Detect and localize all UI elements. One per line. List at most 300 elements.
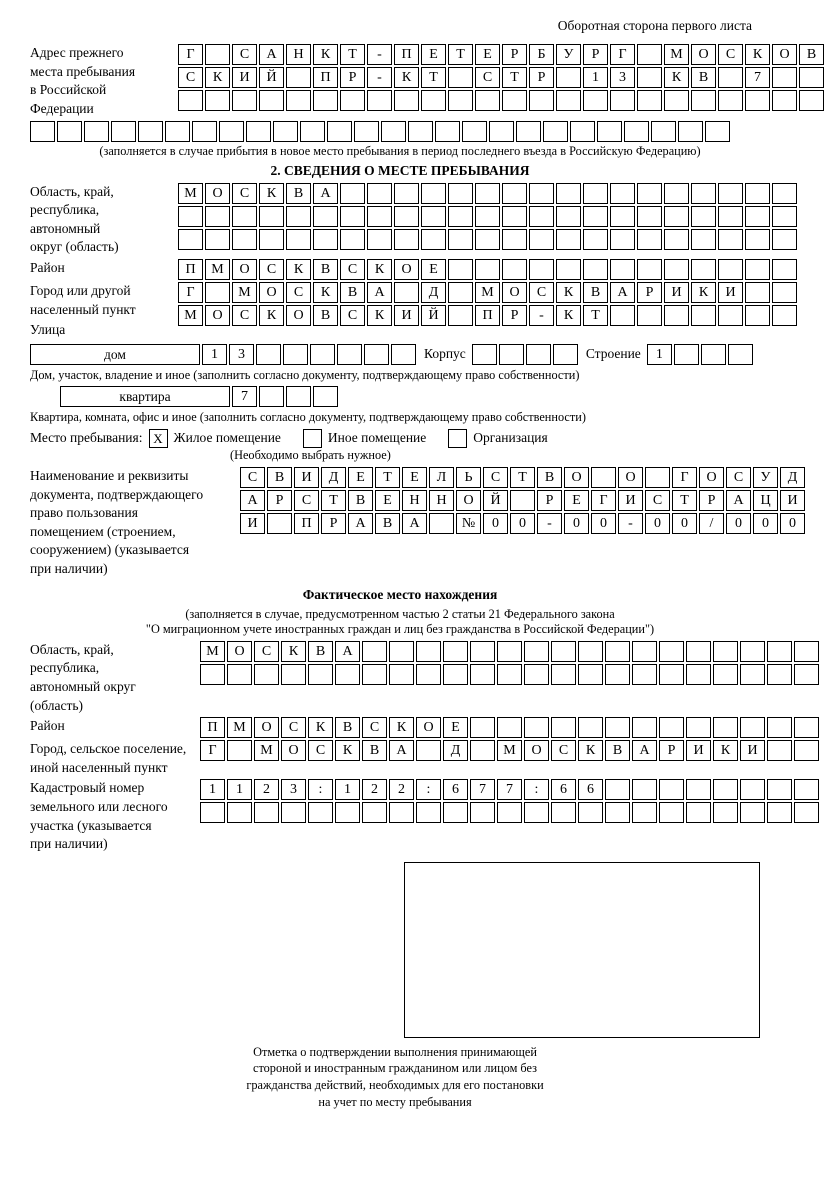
- char-box[interactable]: [772, 183, 797, 204]
- char-box[interactable]: -: [537, 513, 562, 534]
- char-box[interactable]: К: [556, 305, 581, 326]
- char-box[interactable]: 1: [227, 779, 252, 800]
- char-box[interactable]: М: [254, 740, 279, 761]
- char-box[interactable]: [578, 664, 603, 685]
- char-box[interactable]: А: [259, 44, 284, 65]
- char-box[interactable]: П: [294, 513, 319, 534]
- char-box[interactable]: [462, 121, 487, 142]
- char-box[interactable]: М: [200, 641, 225, 662]
- char-box[interactable]: [659, 717, 684, 738]
- char-box[interactable]: 6: [551, 779, 576, 800]
- char-box[interactable]: [502, 229, 527, 250]
- char-box[interactable]: [651, 121, 676, 142]
- char-box[interactable]: М: [205, 259, 230, 280]
- char-box[interactable]: О: [502, 282, 527, 303]
- char-box[interactable]: [794, 779, 819, 800]
- char-box[interactable]: В: [583, 282, 608, 303]
- char-box[interactable]: [772, 259, 797, 280]
- char-box[interactable]: [497, 717, 522, 738]
- char-box[interactable]: [772, 206, 797, 227]
- char-box[interactable]: [772, 90, 797, 111]
- char-box[interactable]: В: [362, 740, 387, 761]
- char-box[interactable]: Р: [637, 282, 662, 303]
- char-box[interactable]: М: [232, 282, 257, 303]
- char-box[interactable]: №: [456, 513, 481, 534]
- char-box[interactable]: [394, 183, 419, 204]
- char-box[interactable]: 1: [647, 344, 672, 365]
- char-box[interactable]: М: [227, 717, 252, 738]
- char-box[interactable]: [691, 183, 716, 204]
- char-box[interactable]: [448, 206, 473, 227]
- char-box[interactable]: [227, 664, 252, 685]
- char-box[interactable]: К: [335, 740, 360, 761]
- char-box[interactable]: [286, 67, 311, 88]
- char-box[interactable]: К: [745, 44, 770, 65]
- char-box[interactable]: [416, 740, 441, 761]
- char-box[interactable]: [718, 90, 743, 111]
- char-box[interactable]: [475, 259, 500, 280]
- char-box[interactable]: [300, 121, 325, 142]
- char-box[interactable]: 0: [510, 513, 535, 534]
- char-box[interactable]: С: [551, 740, 576, 761]
- char-box[interactable]: К: [367, 305, 392, 326]
- char-box[interactable]: С: [340, 259, 365, 280]
- char-box[interactable]: 0: [753, 513, 778, 534]
- char-box[interactable]: 0: [564, 513, 589, 534]
- char-box[interactable]: 3: [229, 344, 254, 365]
- char-box[interactable]: [524, 664, 549, 685]
- char-box[interactable]: [502, 183, 527, 204]
- char-box[interactable]: [246, 121, 271, 142]
- char-box[interactable]: [691, 206, 716, 227]
- char-box[interactable]: У: [556, 44, 581, 65]
- char-box[interactable]: [740, 717, 765, 738]
- char-box[interactable]: [308, 664, 333, 685]
- char-box[interactable]: [475, 90, 500, 111]
- char-box[interactable]: К: [259, 183, 284, 204]
- char-box[interactable]: [340, 183, 365, 204]
- char-box[interactable]: [232, 206, 257, 227]
- char-box[interactable]: М: [664, 44, 689, 65]
- char-box[interactable]: [610, 259, 635, 280]
- char-box[interactable]: 0: [483, 513, 508, 534]
- char-box[interactable]: А: [610, 282, 635, 303]
- char-box[interactable]: [718, 183, 743, 204]
- char-box[interactable]: Д: [443, 740, 468, 761]
- char-box[interactable]: [497, 641, 522, 662]
- char-box[interactable]: И: [780, 490, 805, 511]
- char-box[interactable]: [529, 206, 554, 227]
- char-box[interactable]: [718, 229, 743, 250]
- char-box[interactable]: [637, 206, 662, 227]
- char-box[interactable]: И: [618, 490, 643, 511]
- char-box[interactable]: [335, 664, 360, 685]
- char-box[interactable]: У: [753, 467, 778, 488]
- char-box[interactable]: [551, 717, 576, 738]
- char-box[interactable]: [664, 183, 689, 204]
- char-box[interactable]: [448, 282, 473, 303]
- char-box[interactable]: В: [691, 67, 716, 88]
- char-box[interactable]: [367, 90, 392, 111]
- char-box[interactable]: [470, 664, 495, 685]
- char-box[interactable]: -: [367, 67, 392, 88]
- char-box[interactable]: [267, 513, 292, 534]
- char-box[interactable]: Р: [699, 490, 724, 511]
- char-box[interactable]: А: [335, 641, 360, 662]
- char-box[interactable]: [659, 664, 684, 685]
- char-box[interactable]: [578, 717, 603, 738]
- char-box[interactable]: -: [618, 513, 643, 534]
- char-box[interactable]: [578, 802, 603, 823]
- char-box[interactable]: [610, 183, 635, 204]
- char-box[interactable]: С: [281, 717, 306, 738]
- char-box[interactable]: 2: [362, 779, 387, 800]
- char-box[interactable]: [583, 229, 608, 250]
- char-box[interactable]: [551, 802, 576, 823]
- char-box[interactable]: 7: [232, 386, 257, 407]
- char-box[interactable]: [718, 305, 743, 326]
- char-box[interactable]: [794, 802, 819, 823]
- char-box[interactable]: [664, 90, 689, 111]
- char-box[interactable]: [637, 44, 662, 65]
- char-box[interactable]: [745, 282, 770, 303]
- char-box[interactable]: Н: [402, 490, 427, 511]
- char-box[interactable]: [470, 641, 495, 662]
- char-box[interactable]: -: [529, 305, 554, 326]
- char-box[interactable]: [327, 121, 352, 142]
- char-box[interactable]: [740, 641, 765, 662]
- char-box[interactable]: С: [178, 67, 203, 88]
- char-box[interactable]: [728, 344, 753, 365]
- char-box[interactable]: П: [178, 259, 203, 280]
- char-box[interactable]: И: [240, 513, 265, 534]
- char-box[interactable]: [605, 641, 630, 662]
- char-box[interactable]: С: [718, 44, 743, 65]
- char-box[interactable]: [394, 206, 419, 227]
- char-box[interactable]: [637, 229, 662, 250]
- char-box[interactable]: [470, 740, 495, 761]
- char-box[interactable]: И: [232, 67, 257, 88]
- char-box[interactable]: Е: [443, 717, 468, 738]
- char-box[interactable]: [416, 664, 441, 685]
- char-box[interactable]: [84, 121, 109, 142]
- char-box[interactable]: Т: [583, 305, 608, 326]
- char-box[interactable]: [364, 344, 389, 365]
- char-box[interactable]: О: [286, 305, 311, 326]
- char-box[interactable]: [259, 90, 284, 111]
- char-box[interactable]: [691, 259, 716, 280]
- char-box[interactable]: [281, 664, 306, 685]
- char-box[interactable]: К: [281, 641, 306, 662]
- char-box[interactable]: [556, 90, 581, 111]
- char-box[interactable]: 1: [583, 67, 608, 88]
- char-box[interactable]: О: [394, 259, 419, 280]
- char-box[interactable]: 7: [470, 779, 495, 800]
- char-box[interactable]: [610, 90, 635, 111]
- char-box[interactable]: [259, 229, 284, 250]
- char-box[interactable]: [408, 121, 433, 142]
- char-box[interactable]: [767, 717, 792, 738]
- char-box[interactable]: В: [313, 259, 338, 280]
- char-box[interactable]: И: [718, 282, 743, 303]
- char-box[interactable]: [632, 641, 657, 662]
- char-box[interactable]: [556, 183, 581, 204]
- char-box[interactable]: [664, 229, 689, 250]
- char-box[interactable]: [448, 183, 473, 204]
- char-box[interactable]: [543, 121, 568, 142]
- char-box[interactable]: О: [618, 467, 643, 488]
- char-box[interactable]: О: [205, 183, 230, 204]
- char-box[interactable]: [489, 121, 514, 142]
- char-box[interactable]: [200, 802, 225, 823]
- char-box[interactable]: А: [726, 490, 751, 511]
- char-box[interactable]: Р: [529, 67, 554, 88]
- char-box[interactable]: С: [232, 305, 257, 326]
- char-box[interactable]: В: [340, 282, 365, 303]
- char-box[interactable]: Ц: [753, 490, 778, 511]
- char-box[interactable]: С: [232, 183, 257, 204]
- char-box[interactable]: [57, 121, 82, 142]
- char-box[interactable]: [227, 740, 252, 761]
- char-box[interactable]: [610, 305, 635, 326]
- char-box[interactable]: [227, 802, 252, 823]
- char-box[interactable]: В: [537, 467, 562, 488]
- char-box[interactable]: Р: [340, 67, 365, 88]
- char-box[interactable]: [394, 90, 419, 111]
- char-box[interactable]: [556, 259, 581, 280]
- char-box[interactable]: А: [348, 513, 373, 534]
- char-box[interactable]: [443, 802, 468, 823]
- char-box[interactable]: Д: [321, 467, 346, 488]
- char-box[interactable]: [556, 229, 581, 250]
- char-box[interactable]: [367, 183, 392, 204]
- char-box[interactable]: [510, 490, 535, 511]
- char-box[interactable]: [362, 641, 387, 662]
- char-box[interactable]: [637, 90, 662, 111]
- char-box[interactable]: [254, 664, 279, 685]
- char-box[interactable]: [659, 641, 684, 662]
- char-box[interactable]: [283, 344, 308, 365]
- char-box[interactable]: О: [772, 44, 797, 65]
- char-box[interactable]: О: [205, 305, 230, 326]
- char-box[interactable]: 0: [780, 513, 805, 534]
- char-box[interactable]: [701, 344, 726, 365]
- char-box[interactable]: [286, 90, 311, 111]
- char-box[interactable]: [472, 344, 497, 365]
- char-box[interactable]: [718, 259, 743, 280]
- char-box[interactable]: Г: [178, 44, 203, 65]
- char-box[interactable]: [313, 90, 338, 111]
- char-box[interactable]: [745, 229, 770, 250]
- char-box[interactable]: В: [375, 513, 400, 534]
- char-box[interactable]: [448, 229, 473, 250]
- char-box[interactable]: [340, 90, 365, 111]
- char-box[interactable]: А: [632, 740, 657, 761]
- char-box[interactable]: С: [232, 44, 257, 65]
- char-box[interactable]: [516, 121, 541, 142]
- char-box[interactable]: [632, 802, 657, 823]
- char-box[interactable]: [745, 183, 770, 204]
- char-box[interactable]: Е: [375, 490, 400, 511]
- char-box[interactable]: Р: [502, 305, 527, 326]
- char-box[interactable]: [718, 206, 743, 227]
- char-box[interactable]: [502, 259, 527, 280]
- char-box[interactable]: [205, 44, 230, 65]
- char-box[interactable]: 0: [726, 513, 751, 534]
- char-box[interactable]: С: [529, 282, 554, 303]
- char-box[interactable]: [470, 802, 495, 823]
- char-box[interactable]: [178, 90, 203, 111]
- char-box[interactable]: [713, 717, 738, 738]
- char-box[interactable]: :: [416, 779, 441, 800]
- char-box[interactable]: [637, 259, 662, 280]
- char-box[interactable]: О: [456, 490, 481, 511]
- char-box[interactable]: [502, 206, 527, 227]
- char-box[interactable]: [529, 229, 554, 250]
- char-box[interactable]: В: [313, 305, 338, 326]
- char-box[interactable]: [583, 206, 608, 227]
- char-box[interactable]: Л: [429, 467, 454, 488]
- char-box[interactable]: [691, 229, 716, 250]
- char-box[interactable]: [686, 802, 711, 823]
- char-box[interactable]: 2: [254, 779, 279, 800]
- char-box[interactable]: С: [726, 467, 751, 488]
- char-box[interactable]: [281, 802, 306, 823]
- checkbox-residential[interactable]: X: [149, 429, 168, 448]
- char-box[interactable]: А: [367, 282, 392, 303]
- char-box[interactable]: [713, 779, 738, 800]
- char-box[interactable]: [497, 802, 522, 823]
- char-box[interactable]: [421, 206, 446, 227]
- char-box[interactable]: [389, 802, 414, 823]
- char-box[interactable]: [165, 121, 190, 142]
- char-box[interactable]: [578, 641, 603, 662]
- char-box[interactable]: [308, 802, 333, 823]
- char-box[interactable]: [686, 779, 711, 800]
- char-box[interactable]: С: [240, 467, 265, 488]
- char-box[interactable]: [381, 121, 406, 142]
- char-box[interactable]: [767, 779, 792, 800]
- char-box[interactable]: Т: [421, 67, 446, 88]
- char-box[interactable]: С: [294, 490, 319, 511]
- char-box[interactable]: [686, 664, 711, 685]
- char-box[interactable]: К: [578, 740, 603, 761]
- char-box[interactable]: Д: [421, 282, 446, 303]
- char-box[interactable]: И: [686, 740, 711, 761]
- char-box[interactable]: [794, 740, 819, 761]
- char-box[interactable]: [335, 802, 360, 823]
- char-box[interactable]: [645, 467, 670, 488]
- char-box[interactable]: [767, 664, 792, 685]
- char-box[interactable]: [205, 229, 230, 250]
- char-box[interactable]: В: [335, 717, 360, 738]
- char-box[interactable]: [610, 229, 635, 250]
- char-box[interactable]: [794, 641, 819, 662]
- char-box[interactable]: [394, 282, 419, 303]
- char-box[interactable]: [421, 183, 446, 204]
- char-box[interactable]: М: [178, 183, 203, 204]
- char-box[interactable]: 3: [610, 67, 635, 88]
- char-box[interactable]: Е: [564, 490, 589, 511]
- char-box[interactable]: [772, 305, 797, 326]
- char-box[interactable]: -: [367, 44, 392, 65]
- char-box[interactable]: П: [200, 717, 225, 738]
- char-box[interactable]: [605, 802, 630, 823]
- char-box[interactable]: [389, 664, 414, 685]
- char-box[interactable]: С: [259, 259, 284, 280]
- char-box[interactable]: [259, 206, 284, 227]
- char-box[interactable]: [772, 229, 797, 250]
- char-box[interactable]: [138, 121, 163, 142]
- char-box[interactable]: [799, 67, 824, 88]
- char-box[interactable]: Г: [178, 282, 203, 303]
- char-box[interactable]: В: [605, 740, 630, 761]
- char-box[interactable]: Р: [583, 44, 608, 65]
- char-box[interactable]: Й: [483, 490, 508, 511]
- char-box[interactable]: М: [497, 740, 522, 761]
- char-box[interactable]: 1: [335, 779, 360, 800]
- char-box[interactable]: /: [699, 513, 724, 534]
- char-box[interactable]: [551, 641, 576, 662]
- char-box[interactable]: [610, 206, 635, 227]
- char-box[interactable]: [367, 229, 392, 250]
- char-box[interactable]: Г: [672, 467, 697, 488]
- char-box[interactable]: [475, 229, 500, 250]
- char-box[interactable]: [637, 305, 662, 326]
- char-box[interactable]: [205, 90, 230, 111]
- char-box[interactable]: [794, 717, 819, 738]
- char-box[interactable]: К: [556, 282, 581, 303]
- char-box[interactable]: К: [367, 259, 392, 280]
- char-box[interactable]: С: [308, 740, 333, 761]
- char-box[interactable]: [524, 641, 549, 662]
- char-box[interactable]: [499, 344, 524, 365]
- char-box[interactable]: [448, 259, 473, 280]
- char-box[interactable]: Е: [421, 259, 446, 280]
- char-box[interactable]: [583, 259, 608, 280]
- char-box[interactable]: [767, 740, 792, 761]
- char-box[interactable]: :: [524, 779, 549, 800]
- char-box[interactable]: [637, 67, 662, 88]
- char-box[interactable]: О: [416, 717, 441, 738]
- char-box[interactable]: И: [294, 467, 319, 488]
- char-box[interactable]: [713, 641, 738, 662]
- char-box[interactable]: [448, 305, 473, 326]
- char-box[interactable]: [178, 229, 203, 250]
- char-box[interactable]: 0: [591, 513, 616, 534]
- char-box[interactable]: И: [664, 282, 689, 303]
- char-box[interactable]: О: [232, 259, 257, 280]
- char-box[interactable]: О: [564, 467, 589, 488]
- char-box[interactable]: [529, 90, 554, 111]
- char-box[interactable]: А: [313, 183, 338, 204]
- char-box[interactable]: О: [281, 740, 306, 761]
- char-box[interactable]: [192, 121, 217, 142]
- char-box[interactable]: К: [664, 67, 689, 88]
- char-box[interactable]: [178, 206, 203, 227]
- char-box[interactable]: [30, 121, 55, 142]
- char-box[interactable]: С: [645, 490, 670, 511]
- char-box[interactable]: [111, 121, 136, 142]
- char-box[interactable]: [772, 67, 797, 88]
- char-box[interactable]: 0: [645, 513, 670, 534]
- char-box[interactable]: Г: [591, 490, 616, 511]
- char-box[interactable]: М: [178, 305, 203, 326]
- char-box[interactable]: 3: [281, 779, 306, 800]
- char-box[interactable]: Й: [259, 67, 284, 88]
- char-box[interactable]: Е: [348, 467, 373, 488]
- char-box[interactable]: [232, 229, 257, 250]
